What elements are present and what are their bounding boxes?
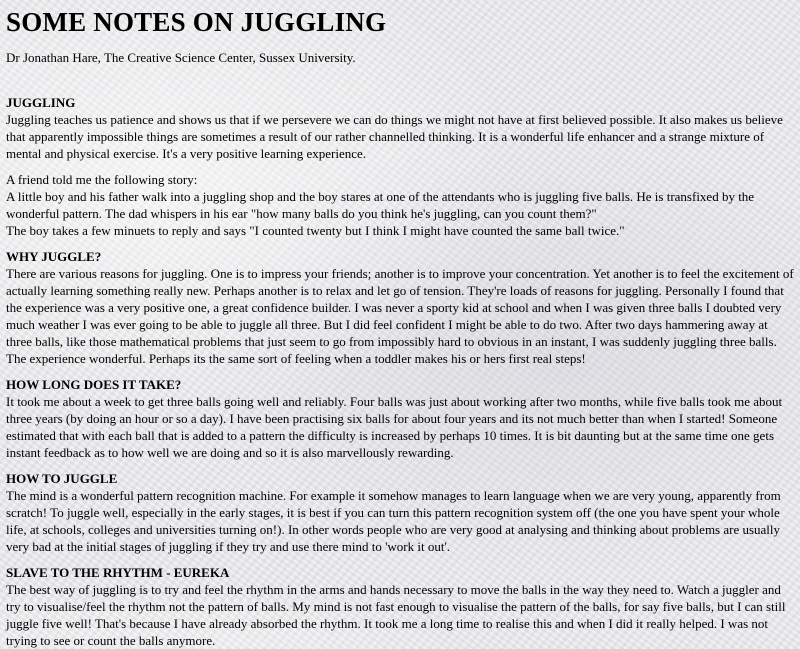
story-paragraph: A little boy and his father walk into a juggling shop and the boy stares at one of the attendants who is juggling five balls. He is transfixed by the wonderful pattern. The dad whispers in his ear "how many balls do you think he's juggling, can you count them?": [6, 189, 755, 221]
section-paragraph: It took me about a week to get three balls going well and reliably. Four balls was just about working after two months, while five balls took me about three years (by doing an hour or so a day). I have been practising six balls for about four years and its not much better than when I started! Someone estimated that with each ball that is added to a pattern the difficulty is increased by perhaps 10 times. It is bit daunting but at the same time one gets instant feedback as to how well we are doing and so it is also marvellously rewarding.: [6, 394, 783, 460]
story-intro: A friend told me the following story:: [6, 172, 198, 187]
page-title: SOME NOTES ON JUGGLING: [6, 7, 387, 37]
section-heading: WHY JUGGLE?: [6, 249, 102, 264]
section-story: [6, 171, 794, 239]
section-heading: JUGGLING: [6, 95, 76, 110]
section-juggling: [6, 94, 794, 162]
section-paragraph: The best way of juggling is to try and feel the rhythm in the arms and hands necessary to move the balls in the way they need to. Watch a juggler and try to visualise/feel the rhythm not the pattern of balls. My mind is not fast enough to visualise the pattern of the balls, for say five balls, but I can still juggle five well! That's because I have already absorbed the rhythm. It took me a long time to realise this and when I did it really helped. I was not trying to see or count the balls anymore.: [6, 582, 786, 648]
author-line: Dr Jonathan Hare, The Creative Science Center, Sussex University.: [6, 50, 356, 65]
section-paragraph: The mind is a wonderful pattern recognition machine. For example it somehow manages to learn language when we are very young, apparently from scratch! To juggle well, especially in the early stages, it is best if you can turn this pattern recognition system off (the one you have spent your whole life, at schools, colleges and universities turning on!). In other words people who are very good at analysing and thinking about problems are usually very bad at the initial stages of juggling if they try and use there mind to 'work it out'.: [6, 488, 781, 554]
section-slave-to-rhythm: [6, 564, 794, 649]
story-punchline: The boy takes a few minuets to reply and says "I counted twenty but I think I might have counted the same ball twice.": [6, 223, 625, 238]
section-heading: SLAVE TO THE RHYTHM - EUREKA: [6, 565, 230, 580]
section-why-juggle: [6, 248, 794, 367]
section-paragraph: Juggling teaches us patience and shows us that if we persevere we can do things we might not have at first believed possible. It also makes us believe that apparently impossible things are sometimes a result of our rather channelled thinking. It is a wonderful life enhancer and a strange mixture of mental and physical exercise. It's a very positive learning experience.: [6, 112, 783, 161]
section-paragraph: There are various reasons for juggling. One is to impress your friends; another is to improve your concentration. Yet another is to feel the excitement of actually learning something really new. Perhaps another is to relax and let go of tension. They're loads of reasons for juggling. Personally I found that the experience was a very positive one, a great confidence builder. I was never a sporty kid at school and when I was given three balls I doubted very much weather I was ever going to be able to juggle all three. But I did feel confident I might be able to do two. After two days hammering away at three balls, like those mathematical problems that just seem to go from impossibly hard to obvious in an instant, I was suddenly juggling three balls. The experience wonderful. Perhaps its the same sort of feeling when a toddler makes his or hers first real steps!: [6, 266, 794, 366]
section-how-long: [6, 376, 794, 461]
section-heading: HOW LONG DOES IT TAKE?: [6, 377, 182, 392]
section-how-to-juggle: [6, 470, 794, 555]
section-heading: HOW TO JUGGLE: [6, 471, 118, 486]
